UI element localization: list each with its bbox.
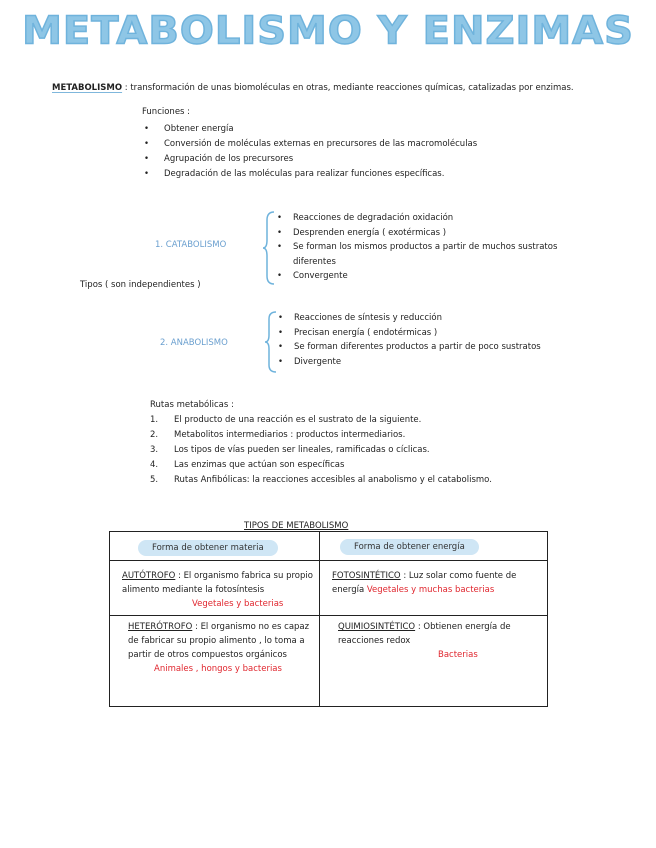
item-text: Metabolitos intermediarios : productos intermediarios. [174, 430, 406, 440]
list-item [150, 413, 492, 428]
rutas-section [150, 398, 492, 488]
page-title: METABOLISMO Y ENZIMAS [22, 9, 634, 53]
list-item [150, 428, 492, 443]
list-item: • Desprenden energía ( exotérmicas ) [275, 226, 595, 241]
table-header-cell [320, 532, 548, 561]
definition-term: METABOLISMO [52, 83, 123, 93]
list-item: • Reacciones de degradación oxidación [275, 211, 595, 226]
list-item: • Degradación de las moléculas para realizar funciones específicas. [142, 167, 477, 182]
quimiosintetico-text: : Obtienen energía de reacciones redox [338, 622, 511, 646]
autotrofo-cell [110, 561, 320, 616]
tipos-label: Tipos ( son independientes ) [80, 280, 201, 290]
list-item: • Convergente [275, 269, 595, 284]
list-item: • Agrupación de los precursores [142, 152, 477, 167]
item-text: Las enzimas que actúan son específicas [174, 460, 345, 470]
funciones-list [142, 122, 477, 182]
item-number: 4. [150, 460, 159, 470]
list-item: • Divergente [276, 355, 596, 370]
quimiosintetico-term: QUIMIOSINTÉTICO [338, 622, 416, 632]
item-number: 5. [150, 475, 159, 485]
anabolismo-section [276, 311, 596, 369]
item-number: 1. [150, 415, 159, 425]
catabolismo-label: 1. CATABOLISMO [155, 240, 227, 250]
list-item: • Obtener energía [142, 122, 477, 137]
item-text: Rutas Anfibólicas: la reacciones accesibles al anabolismo y el catabolismo. [174, 475, 492, 485]
list-item: • Reacciones de síntesis y reducción [276, 311, 596, 326]
funciones-heading: Funciones : [142, 107, 191, 117]
table-title: TIPOS DE METABOLISMO [244, 521, 349, 531]
col2-header: Forma de obtener energía [340, 539, 479, 555]
item-text: Los tipos de vías pueden ser lineales, ramificadas o cíclicas. [174, 445, 430, 455]
heterotrofo-cell [110, 616, 320, 707]
definition-text: : transformación de unas biomoléculas en otras, mediante reacciones químicas, catalizadas por enzimas. [124, 83, 574, 93]
tipos-metabolismo-table [109, 531, 548, 707]
list-item [150, 473, 492, 488]
rutas-heading: Rutas metabólicas : [150, 400, 234, 410]
anabolismo-label: 2. ANABOLISMO [160, 338, 228, 348]
quimiosintetico-examples: Bacterias [438, 650, 478, 660]
fotosintetico-term: FOTOSINTÉTICO [332, 571, 401, 581]
rutas-list [150, 413, 492, 488]
quimiosintetico-cell [320, 616, 548, 707]
fotosintetico-examples: Vegetales y muchas bacterias [366, 585, 495, 595]
catabolismo-list [275, 211, 595, 284]
item-text: El producto de una reacción es el sustrato de la siguiente. [174, 415, 422, 425]
list-item: • Se forman los mismos productos a partir de muchos sustratos diferentes [275, 240, 595, 269]
autotrofo-examples: Vegetales y bacterias [192, 599, 284, 609]
metabolismo-definition [52, 83, 574, 93]
fotosintetico-text: : Luz solar como fuente de energía [332, 571, 517, 595]
autotrofo-term: AUTÓTROFO [122, 571, 176, 581]
heterotrofo-term: HETERÓTROFO [128, 622, 193, 632]
item-number: 2. [150, 430, 159, 440]
item-number: 3. [150, 445, 159, 455]
list-item [150, 458, 492, 473]
list-item: • Se forman diferentes productos a partir de poco sustratos [276, 340, 596, 355]
fotosintetico-cell [320, 561, 548, 616]
catabolismo-brace [262, 210, 276, 286]
autotrofo-text: : El organismo fabrica su propio alimento mediante la fotosíntesis [122, 571, 313, 595]
anabolismo-list [276, 311, 596, 369]
list-item: • Precisan energía ( endotérmicas ) [276, 326, 596, 341]
col1-header: Forma de obtener materia [138, 540, 278, 556]
heterotrofo-text: : El organismo no es capaz de fabricar su propio alimento , lo toma a partir de otros compuestos orgánicos [128, 622, 310, 660]
catabolismo-section [275, 211, 595, 284]
table-header-cell [110, 532, 320, 561]
heterotrofo-examples: Animales , hongos y bacterias [154, 664, 282, 674]
list-item [150, 443, 492, 458]
funciones-section [142, 105, 477, 182]
list-item: • Conversión de moléculas externas en precursores de las macromoléculas [142, 137, 477, 152]
